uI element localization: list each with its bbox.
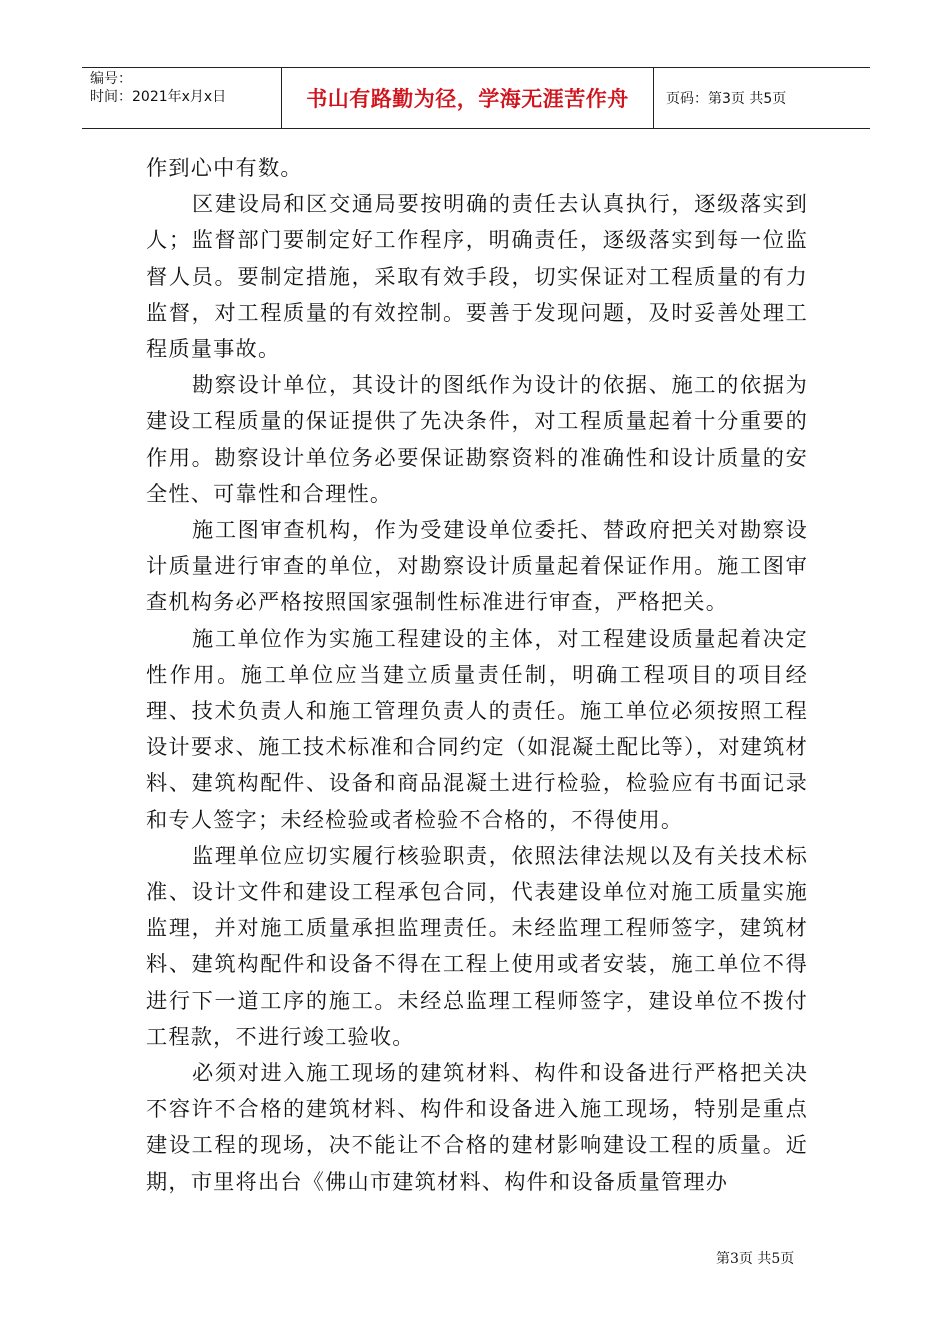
paragraph: 监理单位应切实履行核验职责，依照法律法规以及有关技术标准、设计文件和建设工程承包合同，代表建设单位对施工质量实施监理，并对施工质量承担监理责任。未经监理工程师签字，建筑材料、建筑构配件和设备不得在工程上使用或者安装，施工单位不得进行下一道工序的施工。未经总监理工程师签字，建设单位不拨付工程款，不进行竣工验收。 [146,842,808,1049]
header-meta [82,68,282,128]
paragraph: 施工单位作为实施工程建设的主体，对工程建设质量起着决定性作用。施工单位应当建立质量责任制，明确工程项目的项目经理、技术负责人和施工管理负责人的责任。施工单位必须按照工程设计要求、施工技术标准和合同约定（如混凝土配比等），对建筑材料、建筑构配件、设备和商品混凝土进行检验，检验应有书面记录和专人签字；未经检验或者检验不合格的，不得使用。 [146,625,808,832]
paragraph: 区建设局和区交通局要按明确的责任去认真执行，逐级落实到人；监督部门要制定好工作程序，明确责任，逐级落实到每一位监督人员。要制定措施，采取有效手段，切实保证对工程质量的有力监督，对工程质量的有效控制。要善于发现问题，及时妥善处理工程质量事故。 [146,191,808,362]
doc-number-label: 编号： [90,71,132,87]
paragraph: 施工图审查机构，作为受建设单位委托、替政府把关对勘察设计质量进行审查的单位，对勘察设计质量起着保证作用。施工图审查机构务必严格按照国家强制性标准进行审查，严格把关。 [146,517,808,615]
document-body [146,150,808,1200]
header-motto: 书山有路勤为径，学海无涯苦作舟 [282,68,654,128]
header-page-code: 页码：第3页 共5页 [666,91,787,107]
page-header [82,67,870,129]
paragraph: 勘察设计单位，其设计的图纸作为设计的依据、施工的依据为建设工程质量的保证提供了先决条件，对工程质量起着十分重要的作用。勘察设计单位务必要保证勘察资料的准确性和设计质量的安全性、可靠性和合理性。 [146,372,808,506]
doc-time-label: 时间：2021年x月x日 [90,89,227,105]
paragraph: 作到心中有数。 [146,155,303,180]
page-footer: 第3页 共5页 [716,1251,795,1267]
paragraph: 必须对进入施工现场的建筑材料、构件和设备进行严格把关决不容许不合格的建筑材料、构件和设备进入施工现场，特别是重点建设工程的现场，决不能让不合格的建材影响建设工程的质量。近期，市里将出台《佛山市建筑材料、构件和设备质量管理办 [146,1060,808,1194]
